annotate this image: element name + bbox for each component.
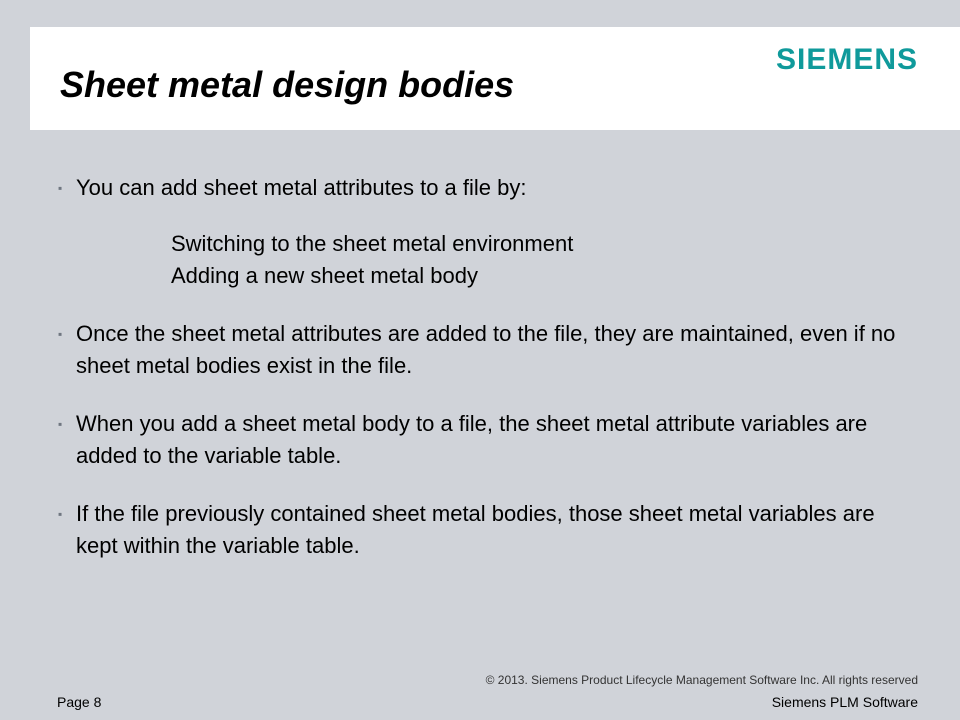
page-number: Page 8 (57, 694, 102, 710)
square-bullet-icon: ▪ (58, 507, 63, 521)
footer-copyright: © 2013. Siemens Product Lifecycle Management Software Inc. All rights reserved (485, 673, 918, 687)
square-bullet-icon: ▪ (58, 327, 63, 341)
square-bullet-icon: ▪ (58, 417, 63, 431)
bullet-item (58, 498, 918, 562)
siemens-logo: SIEMENS (775, 43, 918, 76)
sub-list-item: Switching to the sheet metal environment (171, 231, 574, 256)
spacer (58, 472, 918, 498)
spacer (58, 292, 918, 318)
bullet-item (58, 172, 918, 292)
bullet-text: Once the sheet metal attributes are added to the file, they are maintained, even if no sheet metal bodies exist in the file. (76, 321, 896, 378)
bullet-text: When you add a sheet metal body to a file, the sheet metal attribute variables are added to the variable table. (76, 411, 868, 468)
slide-content (58, 172, 918, 562)
bullet-item (58, 318, 918, 382)
slide-title: Sheet metal design bodies (60, 64, 515, 105)
header-band (30, 27, 960, 130)
bullet-text: If the file previously contained sheet metal bodies, those sheet metal variables are kept within the variable table. (76, 501, 875, 558)
spacer (58, 382, 918, 408)
sub-list-item: Adding a new sheet metal body (171, 263, 478, 288)
sub-list (171, 228, 918, 292)
square-bullet-icon: ▪ (58, 181, 63, 195)
footer-company: Siemens PLM Software (771, 694, 918, 710)
bullet-item (58, 408, 918, 472)
bullet-text: You can add sheet metal attributes to a file by: (76, 175, 527, 200)
